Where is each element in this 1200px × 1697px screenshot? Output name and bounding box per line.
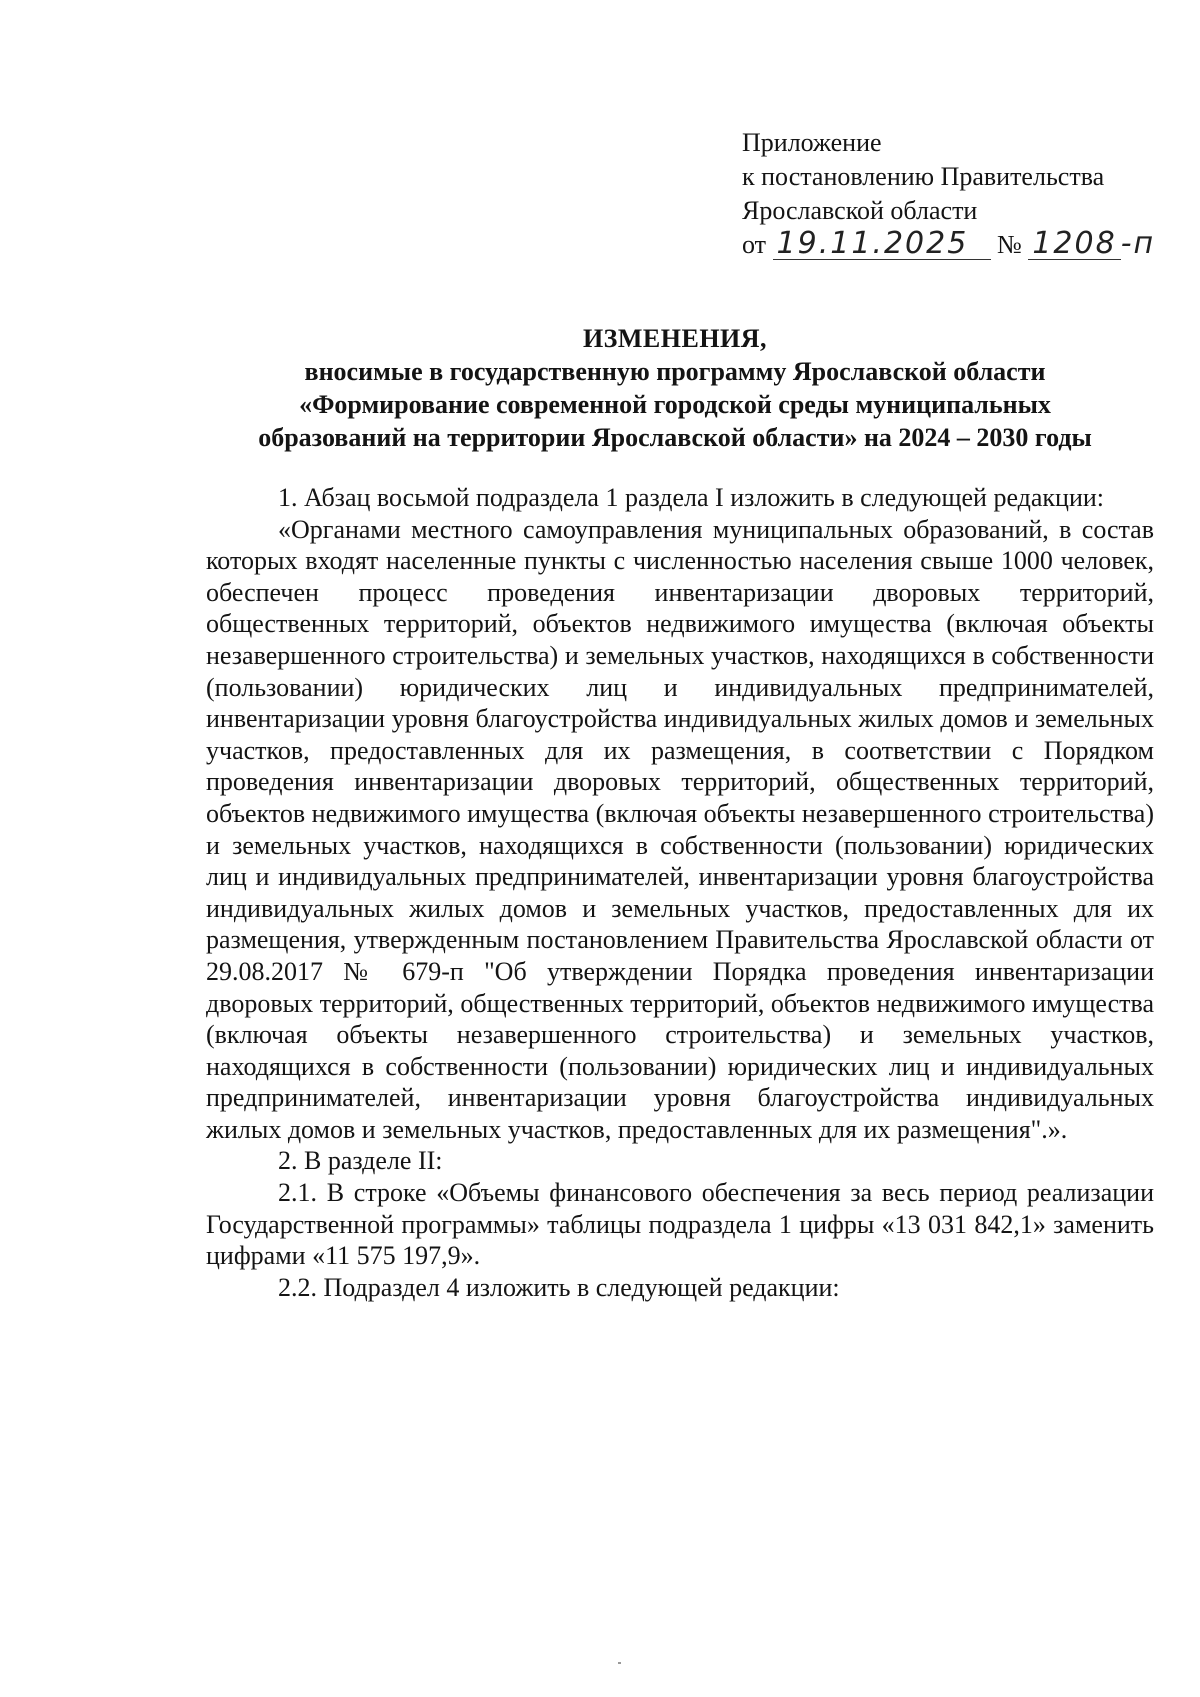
heading-title: ИЗМЕНЕНИЯ,	[582, 324, 768, 353]
handwritten-date: 19.11.2025	[773, 229, 991, 260]
appendix-date-number-line	[742, 228, 1159, 262]
handwritten-number-suffix: -п	[1120, 226, 1156, 261]
date-prefix: от	[742, 230, 767, 259]
appendix-line-1: Приложение	[742, 128, 882, 157]
heading-line-2: «Формирование современной городской среды муниципальных	[299, 390, 1051, 419]
heading-line-3: образований на территории Ярославской области» на 2024 – 2030 годы	[258, 423, 1092, 452]
document-body	[206, 482, 1154, 1303]
paragraph-4: 2.1. В строке «Объемы финансового обеспечения за весь период реализации Государственной программы» таблицы подраздела 1 цифры «13 031 842,1» заменить цифрами «11 575 197,9».	[206, 1178, 1154, 1271]
appendix-line-3: Ярославской области	[742, 196, 978, 225]
scan-speck	[618, 1662, 621, 1664]
paragraph-1: 1. Абзац восьмой подраздела 1 раздела I изложить в следующей редакции:	[278, 483, 1105, 512]
document-heading	[200, 322, 1150, 454]
paragraph-2: «Органами местного самоуправления муниципальных образований, в состав которых входят населенные пункты с численностью населения свыше 1000 человек, обеспечен процесс проведения инвентаризации дворовых территорий, общественных территорий, объектов недвижимого имущества (включая объекты незавершенного строительства) и земельных участков, находящихся в собственности (пользовании) юридических лиц и индивидуальных предпринимателей, инвентаризации уровня благоустройства индивидуальных жилых домов и земельных участков, предоставленных для их размещения, в соответствии с Порядком проведения инвентаризации дворовых территорий, общественных территорий, объектов недвижимого имущества (включая объекты незавершенного строительства) и земельных участков, находящихся в собственности (пользовании) юридических лиц и индивидуальных предпринимателей, инвентаризации уровня благоустройства индивидуальных жилых домов и земельных участков, предоставленных для их размещения, утвержденным постановлением Правительства Ярославской области от 29.08.2017 № 679-п "Об утверждении Порядка проведения инвентаризации дворовых территорий, общественных территорий, объектов недвижимого имущества (включая объекты незавершенного строительства) и земельных участков, находящихся в собственности (пользовании) юридических лиц и индивидуальных предпринимателей, инвентаризации уровня благоустройства индивидуальных жилых домов и земельных участков, предоставленных для их размещения".».	[206, 514, 1154, 1144]
paragraph-3: 2. В разделе II:	[278, 1146, 443, 1176]
appendix-line-2: к постановлению Правительства	[742, 162, 1105, 191]
handwritten-number: 1208	[1028, 229, 1120, 260]
paragraph-5: 2.2. Подраздел 4 изложить в следующей редакции:	[278, 1272, 840, 1302]
heading-line-1: вносимые в государственную программу Ярославской области	[304, 357, 1046, 386]
number-prefix: №	[997, 230, 1022, 259]
appendix-block	[742, 126, 1159, 262]
